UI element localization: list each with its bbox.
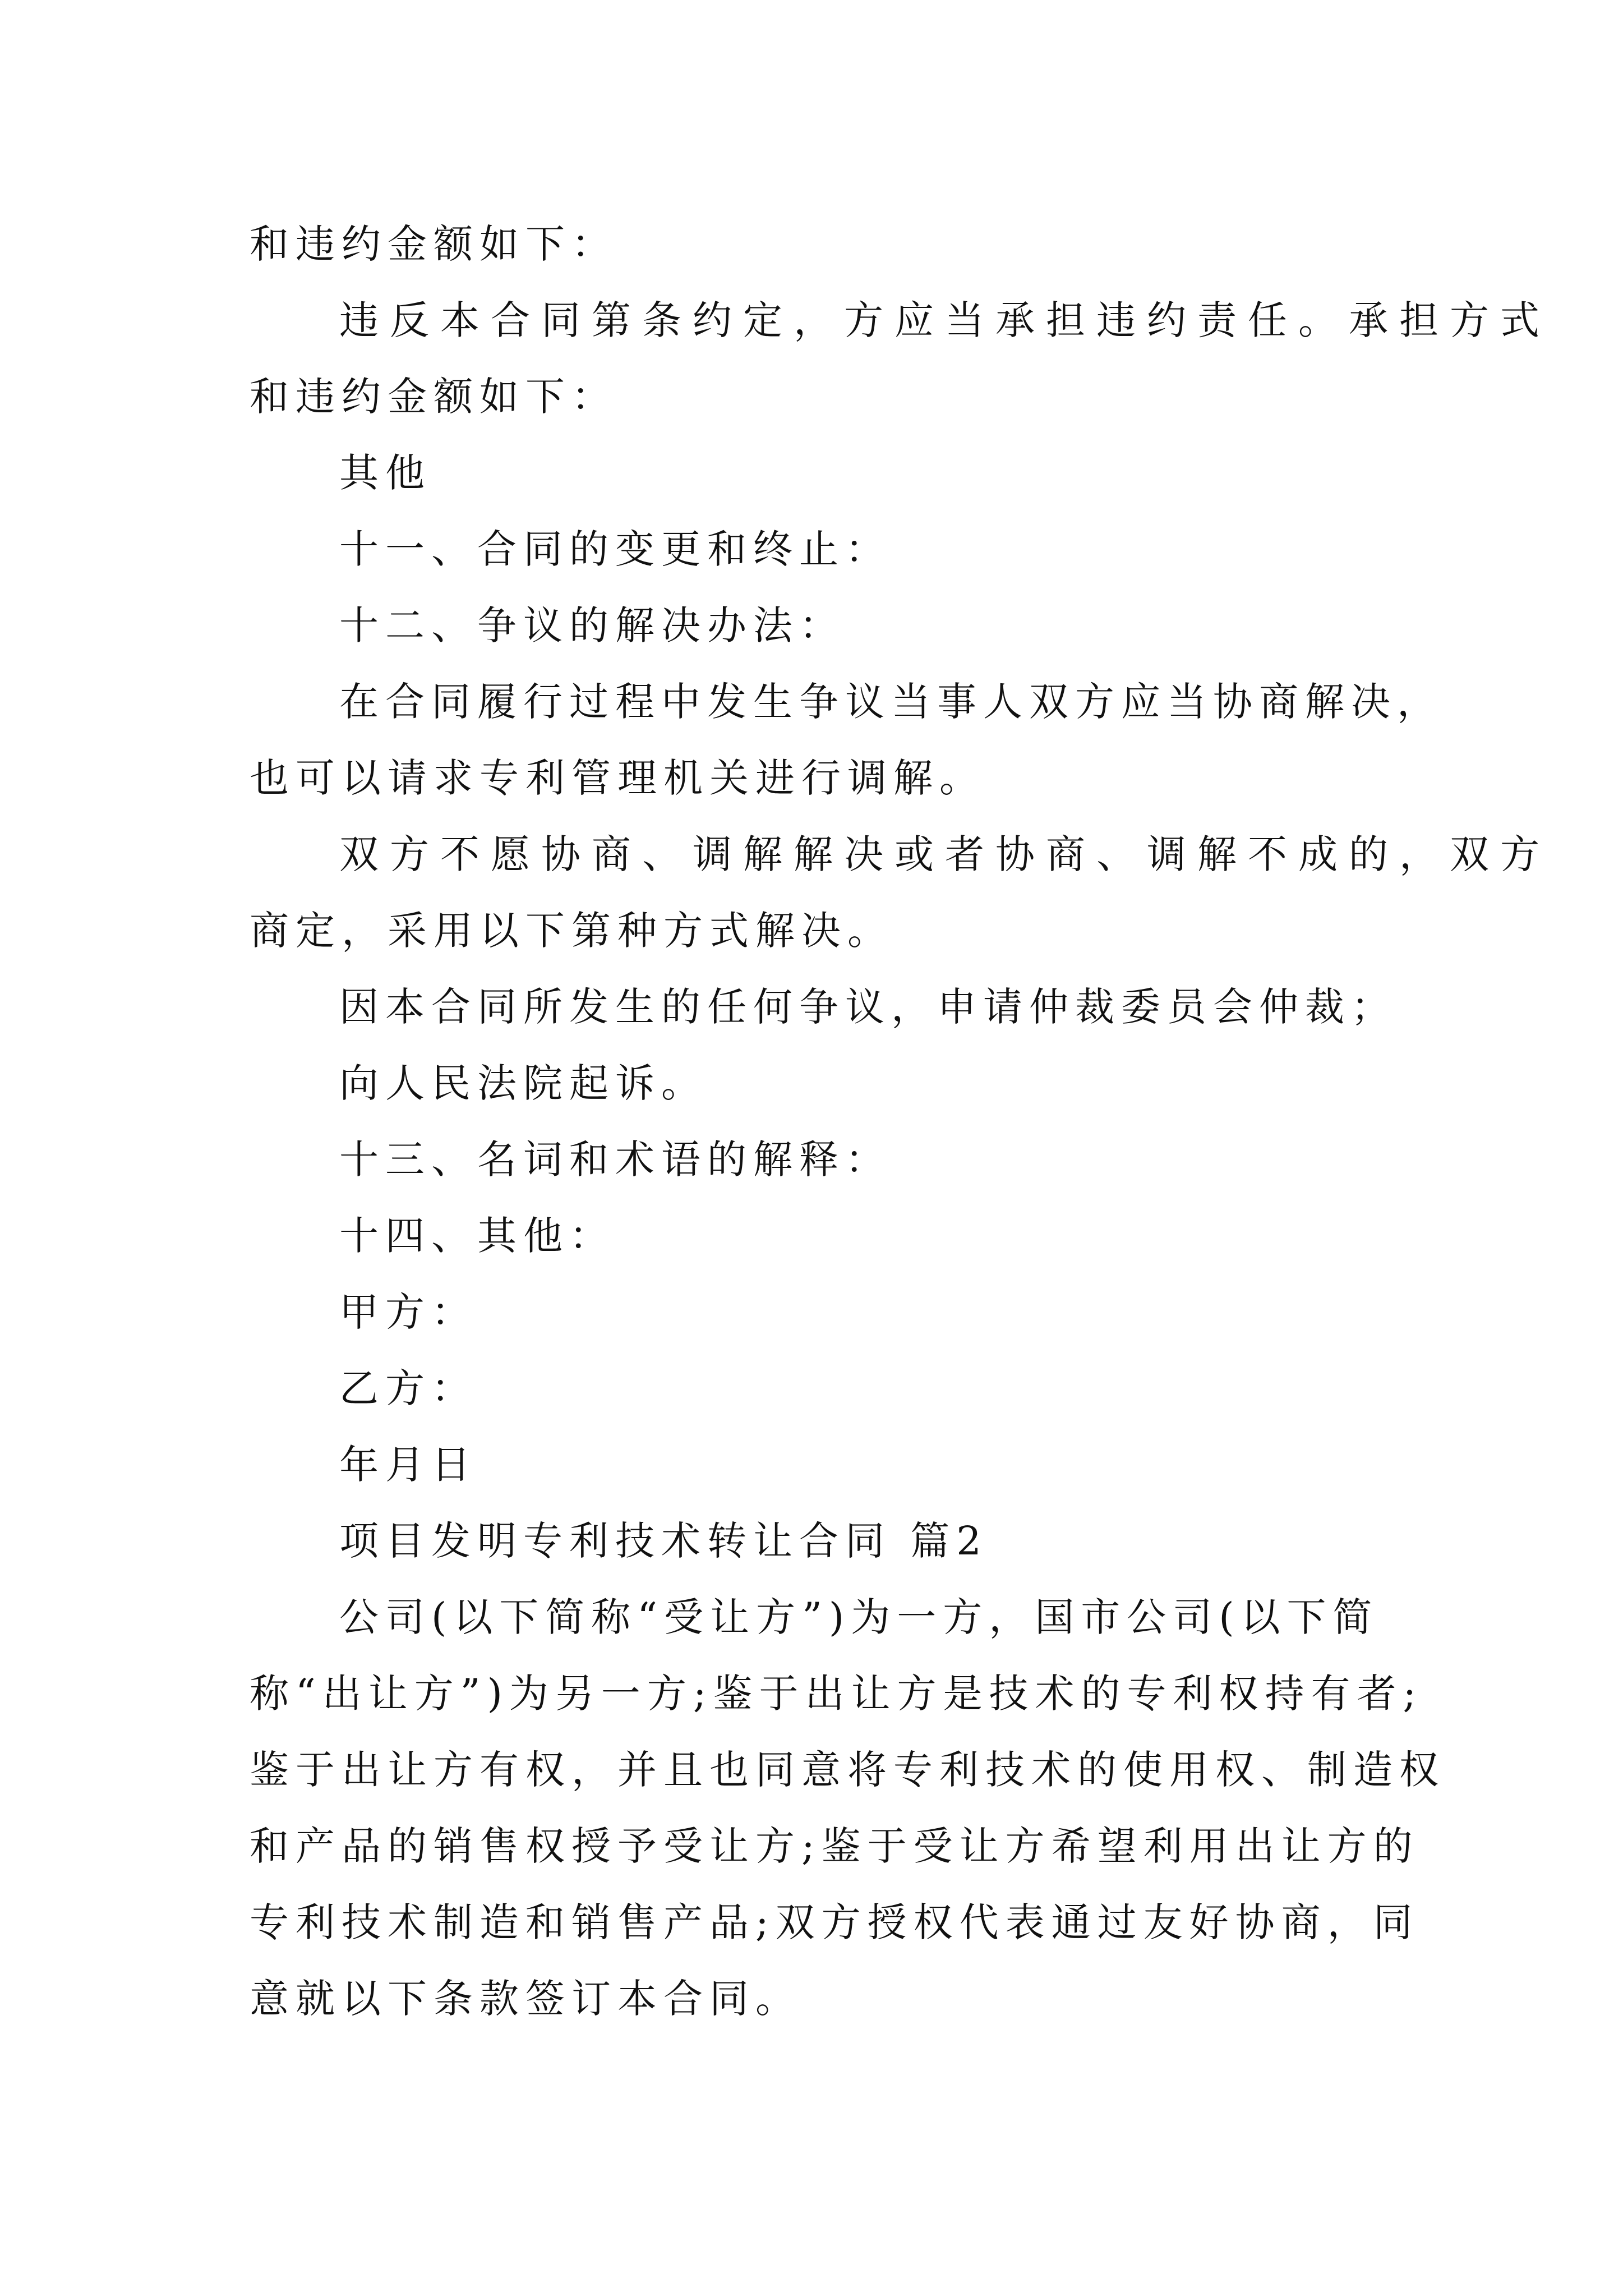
text-line: 向人民法院起诉。: [339, 1060, 707, 1106]
text-line: 公司(以下简称“受让方”)为一方，国市公司(以下简: [339, 1594, 1379, 1640]
text-line: 其他: [339, 450, 431, 496]
text-line: 在合同履行过程中发生争议当事人双方应当协商解决，: [339, 679, 1443, 725]
text-line: 和违约金额如下：: [250, 221, 617, 267]
party-b-label: 乙方：: [339, 1365, 477, 1411]
article-title: 项目发明专利技术转让合同 篇2: [339, 1518, 988, 1564]
text-line: 双方不愿协商、调解解决或者协商、调解不成的，双方: [339, 831, 1551, 877]
text-line: 违反本合同第条约定，方应当承担违约责任。承担方式: [339, 297, 1551, 343]
text-line: 也可以请求专利管理机关进行调解。: [250, 755, 985, 801]
section-heading: 十四、其他：: [339, 1213, 615, 1259]
section-heading: 十一、合同的变更和终止：: [339, 526, 891, 572]
party-a-label: 甲方：: [339, 1289, 477, 1335]
text-line: 和违约金额如下：: [250, 374, 617, 420]
text-line: 商定，采用以下第种方式解决。: [250, 908, 893, 954]
section-heading: 十二、争议的解决办法：: [339, 602, 845, 648]
text-line: 意就以下条款签订本合同。: [250, 1976, 801, 2022]
date-line: 年月日: [339, 1442, 477, 1488]
section-heading: 十三、名词和术语的解释：: [339, 1137, 891, 1182]
text-line: 和产品的销售权授予受让方;鉴于受让方希望利用出让方的: [250, 1823, 1419, 1869]
text-line: 称“出让方”)为另一方;鉴于出让方是技术的专利权持有者;: [250, 1671, 1423, 1717]
text-line: 专利技术制造和销售产品;双方授权代表通过友好协商，同: [250, 1899, 1419, 1945]
text-line: 鉴于出让方有权，并且也同意将专利技术的使用权、制造权: [250, 1747, 1445, 1793]
text-line: 因本合同所发生的任何争议，申请仲裁委员会仲裁；: [339, 984, 1397, 1030]
